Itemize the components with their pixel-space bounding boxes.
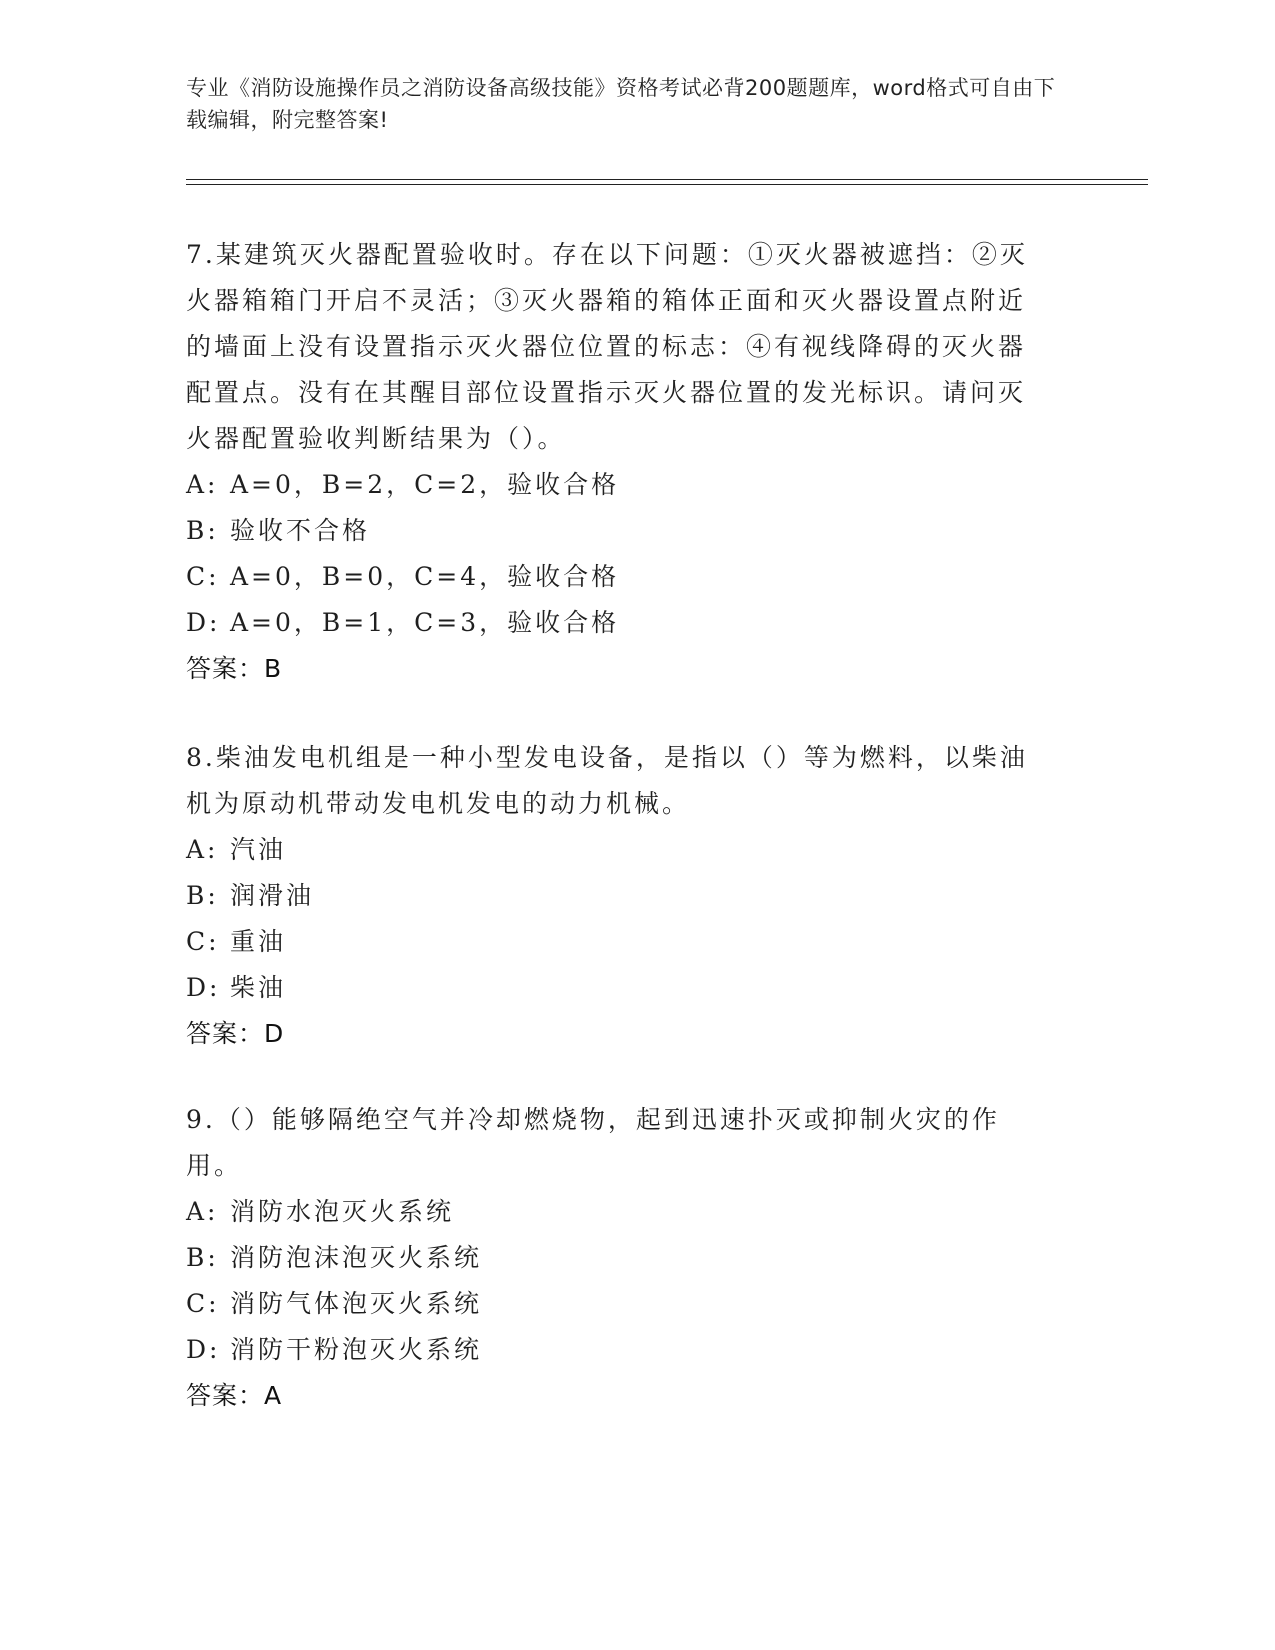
option-text: 柴油 — [230, 973, 287, 1002]
option-text: 润滑油 — [230, 881, 315, 910]
question-stem: 9.（）能够隔绝空气并冷却燃烧物，起到迅速扑灭或抑制火灾的作用。 — [186, 1105, 1000, 1180]
option-list — [186, 462, 1046, 646]
option-letter: D: — [186, 608, 221, 637]
document-header: 专业《消防设施操作员之消防设备高级技能》资格考试必背200题题库，word格式可自由下载编辑，附完整答案! — [186, 76, 1056, 132]
option-a — [186, 827, 1046, 873]
option-b — [186, 873, 1046, 919]
question-stem: 7.某建筑灭火器配置验收时。存在以下问题：①灭火器被遮挡：②灭火器箱箱门开启不灵活；③灭火器箱的箱体正面和灭火器设置点附近的墙面上没有设置指示灭火器位位置的标志：④有视线降碍的灭火器配置点。没有在其醒目部位设置指示灭火器位置的发光标识。请问灭火器配置验收判断结果为（）。 — [186, 240, 1028, 453]
option-text: 重油 — [230, 927, 287, 956]
option-text: 验收不合格 — [230, 516, 371, 545]
option-letter: A: — [186, 1197, 219, 1226]
header-divider-bottom — [186, 184, 1148, 185]
option-letter: A: — [186, 470, 219, 499]
option-letter: C: — [186, 1289, 220, 1318]
option-a — [186, 1189, 1046, 1235]
option-text: 消防气体泡灭火系统 — [230, 1289, 483, 1318]
option-text: A=0，B=0，C=4，验收合格 — [230, 562, 620, 591]
question-9 — [186, 1097, 1046, 1419]
answer-line: 答案：A — [186, 1381, 283, 1410]
option-letter: C: — [186, 562, 220, 591]
option-d — [186, 965, 1046, 1011]
option-letter: D: — [186, 1335, 221, 1364]
option-letter: B: — [186, 516, 219, 545]
question-7 — [186, 232, 1046, 692]
option-text: 汽油 — [230, 835, 287, 864]
option-b — [186, 508, 1046, 554]
option-d — [186, 600, 1046, 646]
option-letter: B: — [186, 881, 219, 910]
option-letter: C: — [186, 927, 220, 956]
question-stem: 8.柴油发电机组是一种小型发电设备，是指以（）等为燃料，以柴油机为原动机带动发电机发电的动力机械。 — [186, 743, 1028, 818]
option-c — [186, 1281, 1046, 1327]
question-8 — [186, 735, 1046, 1057]
option-letter: D: — [186, 973, 221, 1002]
option-text: A=0，B=2，C=2，验收合格 — [230, 470, 620, 499]
option-text: 消防泡沫泡灭火系统 — [230, 1243, 483, 1272]
option-b — [186, 1235, 1046, 1281]
option-list — [186, 1189, 1046, 1373]
option-c — [186, 554, 1046, 600]
option-text: A=0，B=1，C=3，验收合格 — [230, 608, 620, 637]
option-letter: A: — [186, 835, 219, 864]
option-text: 消防水泡灭火系统 — [230, 1197, 455, 1226]
option-list — [186, 827, 1046, 1011]
option-a — [186, 462, 1046, 508]
option-c — [186, 919, 1046, 965]
answer-line: 答案：B — [186, 654, 283, 683]
answer-line: 答案：D — [186, 1019, 285, 1048]
option-text: 消防干粉泡灭火系统 — [230, 1335, 483, 1364]
option-d — [186, 1327, 1046, 1373]
option-letter: B: — [186, 1243, 219, 1272]
header-divider-top — [186, 179, 1148, 180]
